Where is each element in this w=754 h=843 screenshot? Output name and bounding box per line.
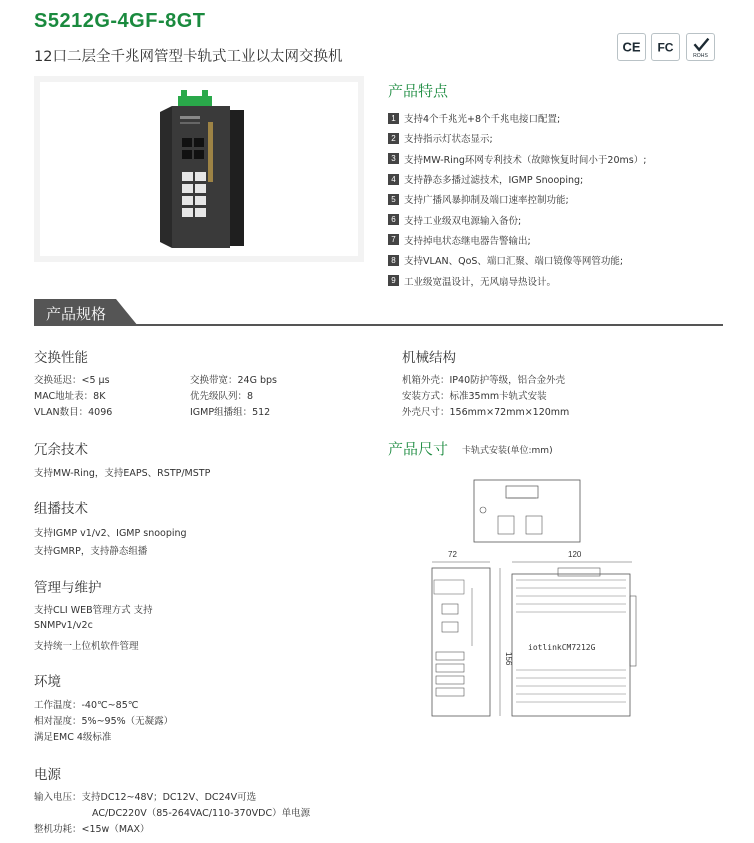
product-model: S5212G-4GF-8GT: [34, 10, 206, 32]
features-title: 产品特点: [388, 82, 449, 100]
dimensions-title: 产品尺寸: [388, 440, 449, 458]
fc-label: FC: [657, 40, 674, 55]
switching-latency: 交换延迟：<5 μs: [34, 375, 110, 386]
multicast-line: 支持GMRP，支持静态组播: [34, 546, 148, 557]
width-dimension-label: 72: [448, 550, 457, 559]
rohs-check-icon: [686, 33, 715, 61]
power-line: 输入电压：支持DC12~48V；DC12V、DC24V可选: [34, 792, 257, 803]
mechanical-line: 安装方式：标准35mm卡轨式安装: [402, 391, 547, 402]
multicast-line: 支持IGMP v1/v2、IGMP snooping: [34, 528, 187, 539]
feature-number: 7: [388, 234, 399, 245]
list-item: [388, 149, 738, 169]
feature-text: 支持指示灯状态显示;: [404, 134, 493, 146]
rohs-label: ROHS: [693, 53, 708, 60]
switching-igmp: IGMP组播组：512: [190, 407, 271, 418]
environment-line: 满足EMC 4级标准: [34, 732, 112, 743]
dimensions-note: 卡轨式安装(单位:mm): [462, 446, 553, 456]
mechanical-line: 机箱外壳：IP40防护等级，铝合金外壳: [402, 375, 566, 386]
feature-text: 支持工业级双电源输入备份;: [404, 215, 522, 227]
feature-list: [388, 108, 738, 291]
list-item: [388, 270, 738, 290]
multicast-title: 组播技术: [34, 501, 88, 517]
list-item: [388, 108, 738, 128]
mechanical-line: 外壳尺寸：156mm×72mm×120mm: [402, 407, 570, 418]
product-photo-frame: [34, 76, 364, 262]
environment-line: 工作温度：-40℃~85℃: [34, 700, 139, 711]
feature-text: 支持广播风暴抑制及端口速率控制功能;: [404, 195, 569, 207]
feature-number: 3: [388, 153, 399, 164]
switching-title: 交换性能: [34, 350, 88, 366]
management-line: SNMPv1/v2c: [34, 620, 93, 631]
list-item: [388, 169, 738, 189]
feature-number: 9: [388, 275, 399, 286]
feature-text: 支持VLAN、QoS、端口汇聚、端口镜像等网管功能;: [404, 256, 624, 268]
side-label-text: iotlinkCM7212G: [528, 643, 596, 652]
feature-number: 1: [388, 113, 399, 124]
list-item: [388, 209, 738, 229]
fcc-mark-icon: [651, 33, 680, 61]
redundancy-title: 冗余技术: [34, 442, 88, 458]
feature-number: 6: [388, 214, 399, 225]
product-subtitle: 12口二层全千兆网管型卡轨式工业以太网交换机: [34, 49, 343, 65]
list-item: [388, 189, 738, 209]
spec-banner-label: 产品规格: [46, 305, 107, 323]
feature-text: 支持掉电状态继电器告警输出;: [404, 235, 531, 247]
feature-number: 2: [388, 133, 399, 144]
feature-text: 支持4个千兆光+8个千兆电接口配置;: [404, 114, 561, 126]
switching-vlan: VLAN数目：4096: [34, 407, 113, 418]
switch-device-image: [40, 82, 358, 256]
feature-text: 支持静态多播过滤技术，IGMP Snooping;: [404, 175, 584, 187]
mechanical-title: 机械结构: [402, 350, 456, 366]
switching-mac: MAC地址表：8K: [34, 391, 106, 402]
feature-number: 8: [388, 255, 399, 266]
spec-divider: [34, 324, 723, 326]
ce-label: CE: [622, 39, 641, 55]
feature-number: 4: [388, 174, 399, 185]
management-line: 支持统一上位机软件管理: [34, 641, 139, 652]
power-title: 电源: [34, 767, 61, 783]
environment-line: 相对湿度：5%~95%（无凝露）: [34, 716, 174, 727]
environment-title: 环境: [34, 674, 61, 690]
management-line: 支持CLI WEB管理方式 支持: [34, 605, 153, 616]
list-item: [388, 250, 738, 270]
management-title: 管理与维护: [34, 580, 102, 596]
ce-mark-icon: [617, 33, 646, 61]
list-item: [388, 128, 738, 148]
switching-bandwidth: 交换带宽：24G bps: [190, 375, 277, 386]
depth-dimension-label: 120: [568, 550, 582, 559]
feature-number: 5: [388, 194, 399, 205]
switching-queues: 优先级队列：8: [190, 391, 254, 402]
height-dimension-label: 156: [504, 652, 513, 666]
feature-text: 工业级宽温设计，无风扇导热设计。: [404, 276, 557, 288]
power-line: AC/DC220V（85-264VAC/110-370VDC）单电源: [92, 808, 311, 819]
dimension-drawing: [420, 476, 650, 721]
power-line: 整机功耗：<15w（MAX）: [34, 824, 150, 835]
list-item: [388, 230, 738, 250]
feature-text: 支持MW-Ring环网专利技术（故障恢复时间小于20ms）;: [404, 154, 647, 166]
redundancy-line: 支持MW-Ring，支持EAPS、RSTP/MSTP: [34, 468, 211, 479]
product-photo: [40, 82, 358, 256]
